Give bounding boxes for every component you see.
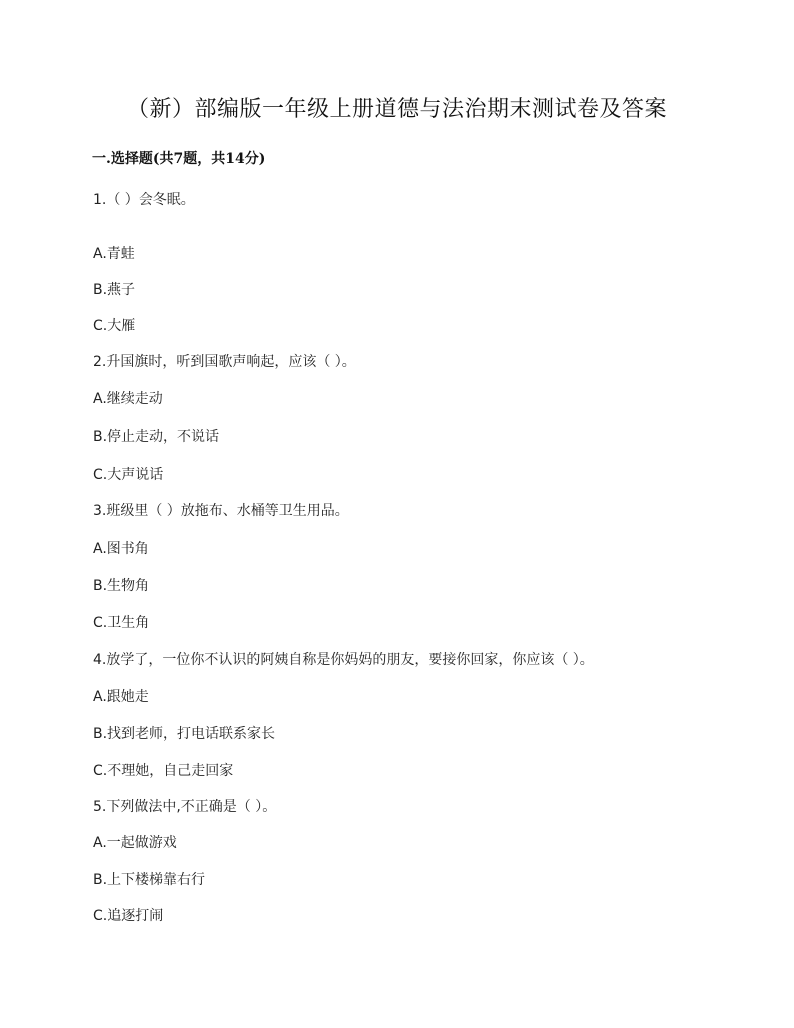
question-2-option-c: C.大声说话 [93,467,164,483]
question-3-option-b: B.生物角 [93,578,150,594]
question-4-stem: 4.放学了，一位你不认识的阿姨自称是你妈妈的朋友，要接你回家，你应该（ ）。 [93,652,594,668]
section-heading: 一.选择题(共7题，共14分) [92,151,266,167]
question-5-option-a: A.一起做游戏 [93,835,177,851]
question-3-stem: 3.班级里（ ）放拖布、水桶等卫生用品。 [93,503,349,519]
document-title: （新）部编版一年级上册道德与法治期末测试卷及答案 [126,97,667,122]
question-2-option-a: A.继续走动 [93,391,163,407]
question-4-option-a: A.跟她走 [93,689,149,705]
question-3-option-a: A.图书角 [93,541,149,557]
question-2-option-b: B.停止走动，不说话 [93,429,220,445]
question-1-stem: 1.（ ）会冬眠。 [93,192,195,208]
question-1-option-a: A.青蛙 [93,246,135,262]
question-4-option-c: C.不理她，自己走回家 [93,763,234,779]
question-5-option-c: C.追逐打闹 [93,908,164,924]
question-1-option-b: B.燕子 [93,282,136,298]
question-1-option-c: C.大雁 [93,318,136,334]
question-3-option-c: C.卫生角 [93,615,150,631]
question-5-stem: 5.下列做法中,不正确是（ ）。 [93,799,277,815]
question-2-stem: 2.升国旗时，听到国歌声响起，应该（ ）。 [93,354,356,370]
question-5-option-b: B.上下楼梯靠右行 [93,872,206,888]
question-4-option-b: B.找到老师，打电话联系家长 [93,726,276,742]
